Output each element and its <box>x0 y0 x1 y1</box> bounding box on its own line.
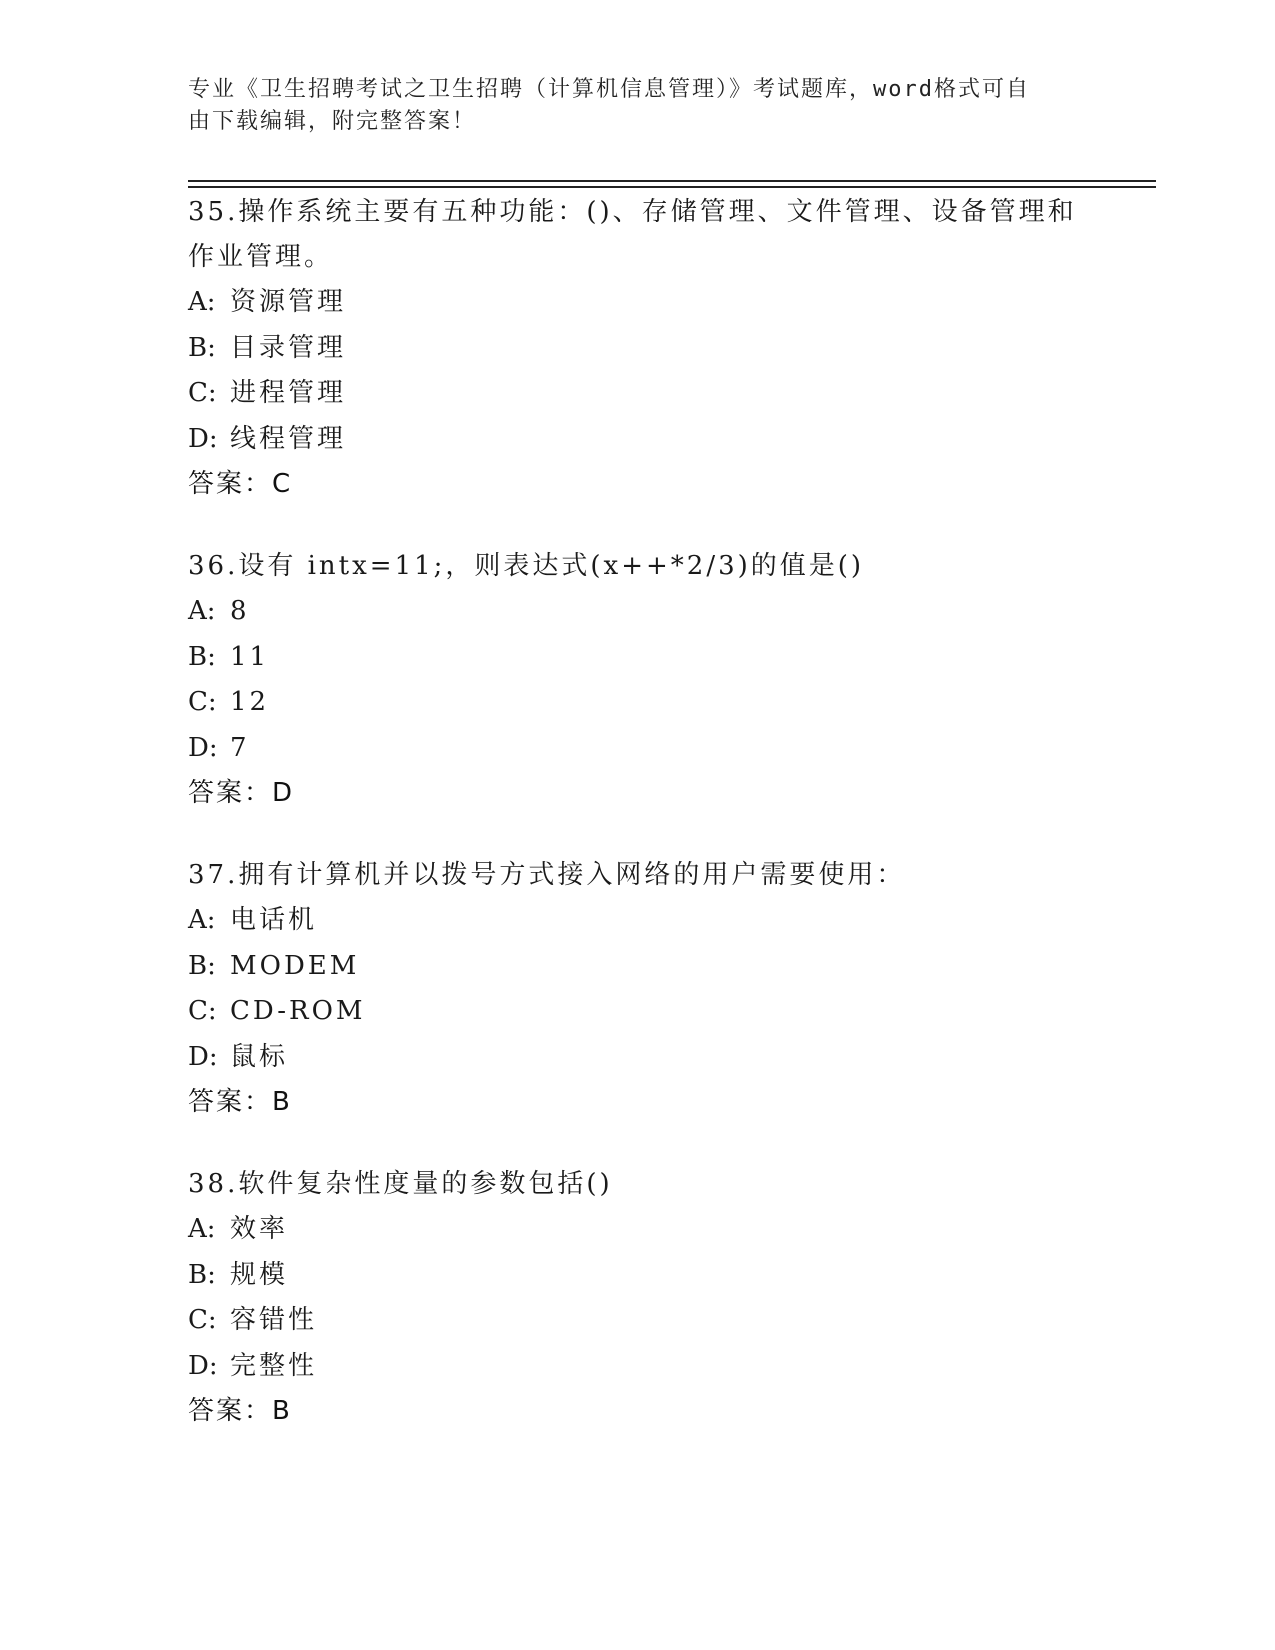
option-text: 资源管理 <box>230 287 347 317</box>
option-d <box>188 1344 1088 1390</box>
question-stem-line-1: 36.设有 intx=11;，则表达式(x++*2/3)的值是() <box>188 551 865 581</box>
option-d <box>188 726 1088 772</box>
question-stem-line-1: 38.软件复杂性度量的参数包括() <box>188 1169 613 1199</box>
option-c <box>188 680 1088 726</box>
option-a <box>188 280 1088 326</box>
option-key: D: <box>188 423 218 454</box>
option-b <box>188 944 1088 990</box>
answer-line: 答案：B <box>188 1087 292 1117</box>
option-key: C: <box>188 1305 217 1335</box>
option-c <box>188 989 1088 1035</box>
document-header <box>188 74 1068 138</box>
option-d <box>188 417 1088 463</box>
option-key: A: <box>188 1214 216 1244</box>
option-text: 7 <box>230 732 250 763</box>
question-stem <box>188 851 1088 898</box>
question-stem-line-2: 作业管理。 <box>188 242 334 272</box>
option-text: 进程管理 <box>230 378 347 408</box>
option-key: B: <box>188 950 216 981</box>
option-key: C: <box>188 687 217 717</box>
option-key: D: <box>188 1350 218 1381</box>
header-line-1: 专业《卫生招聘考试之卫生招聘（计算机信息管理）》考试题库，word格式可自 <box>188 77 1030 102</box>
option-a <box>188 898 1088 944</box>
option-key: D: <box>188 1041 218 1072</box>
option-text: 11 <box>230 641 270 672</box>
option-text: 12 <box>230 687 270 717</box>
option-text: 完整性 <box>230 1350 318 1381</box>
option-text: 效率 <box>230 1214 289 1244</box>
option-key: B: <box>188 641 216 672</box>
answer-line: 答案：C <box>188 469 293 499</box>
question-38 <box>188 1160 1088 1434</box>
question-stem <box>188 188 1088 280</box>
header-line-2: 由下载编辑，附完整答案！ <box>188 109 477 134</box>
question-stem <box>188 542 1088 589</box>
option-key: C: <box>188 996 217 1026</box>
option-key: A: <box>188 287 216 317</box>
question-list <box>188 188 1088 1469</box>
question-stem <box>188 1160 1088 1207</box>
option-a <box>188 1207 1088 1253</box>
question-stem-line-1: 35.操作系统主要有五种功能：()、存储管理、文件管理、设备管理和 <box>188 197 1077 227</box>
question-35 <box>188 188 1088 507</box>
answer-line: 答案：D <box>188 778 295 808</box>
option-b <box>188 635 1088 681</box>
option-c <box>188 1298 1088 1344</box>
option-text: 8 <box>230 596 250 626</box>
option-key: A: <box>188 596 216 626</box>
option-text: 规模 <box>230 1259 289 1290</box>
header-divider-top <box>188 180 1156 182</box>
option-text: 鼠标 <box>230 1041 289 1072</box>
question-37 <box>188 851 1088 1125</box>
option-key: A: <box>188 905 216 935</box>
option-d <box>188 1035 1088 1081</box>
option-c <box>188 371 1088 417</box>
option-text: 容错性 <box>230 1305 318 1335</box>
option-a <box>188 589 1088 635</box>
option-key: B: <box>188 332 216 363</box>
option-text: 目录管理 <box>230 332 347 363</box>
option-text: CD-ROM <box>230 996 366 1026</box>
answer-line: 答案：B <box>188 1396 292 1426</box>
option-text: 线程管理 <box>230 423 347 454</box>
question-stem-line-1: 37.拥有计算机并以拨号方式接入网络的用户需要使用： <box>188 860 906 890</box>
option-b <box>188 1253 1088 1299</box>
option-key: D: <box>188 732 218 763</box>
question-36 <box>188 542 1088 816</box>
option-key: C: <box>188 378 217 408</box>
option-text: 电话机 <box>230 905 318 935</box>
option-key: B: <box>188 1259 216 1290</box>
option-text: MODEM <box>230 950 360 981</box>
option-b <box>188 326 1088 372</box>
